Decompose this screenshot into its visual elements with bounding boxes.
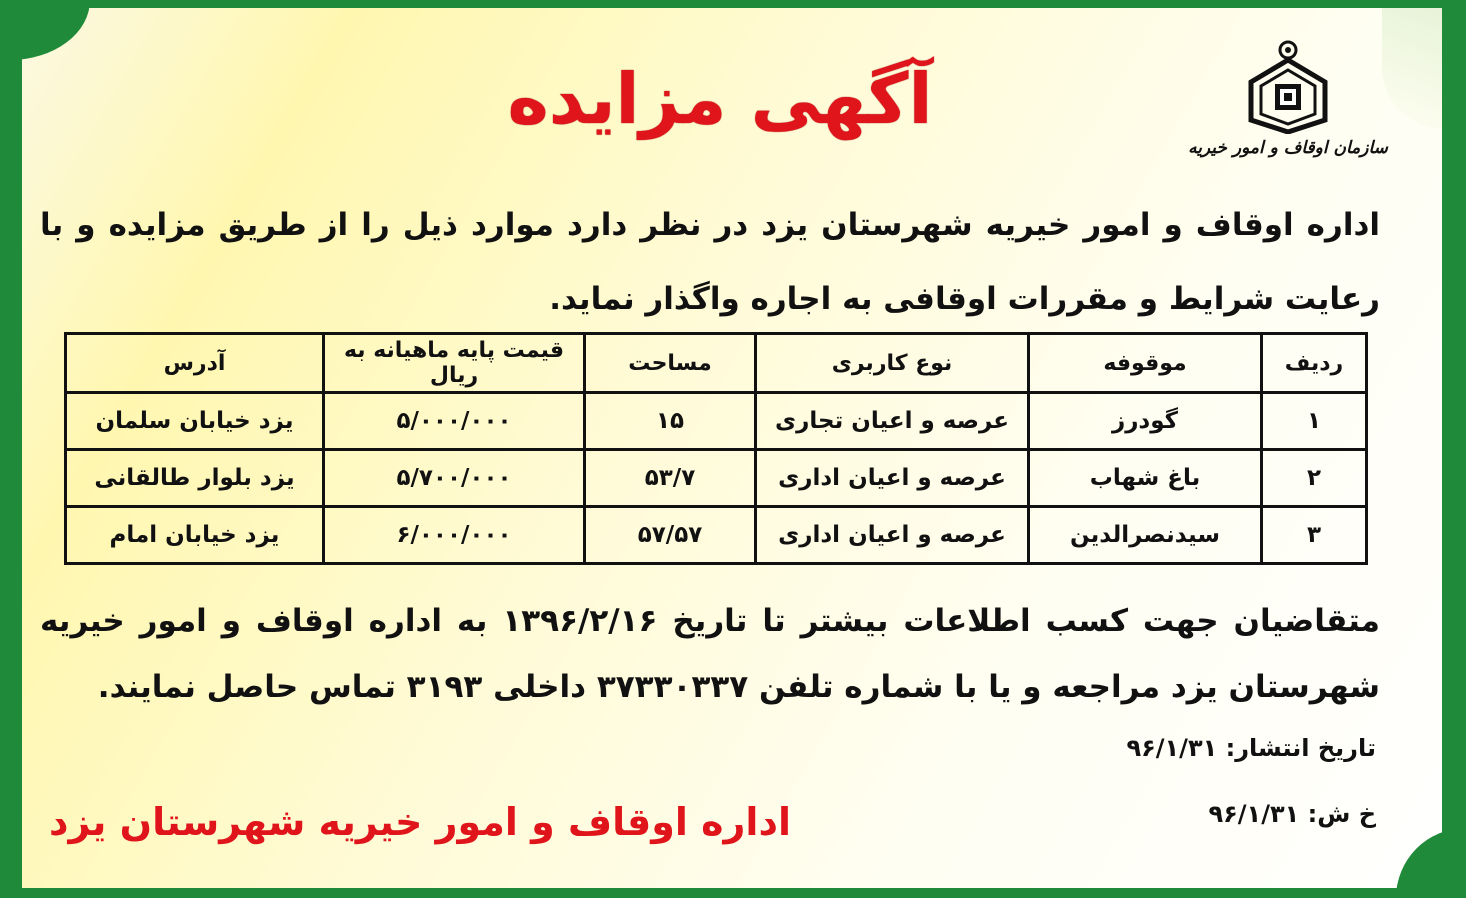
frame-corner-decoration <box>1396 828 1466 898</box>
cell-base-price: ۵/۰۰۰/۰۰۰ <box>324 393 585 450</box>
cell-row-number: ۱ <box>1262 393 1367 450</box>
cell-endowment: سیدنصرالدین <box>1029 507 1262 564</box>
cell-address: یزد خیابان امام <box>66 507 324 564</box>
cell-usage-type: عرصه و اعیان اداری <box>756 450 1029 507</box>
cell-address: یزد خیابان سلمان <box>66 393 324 450</box>
cell-area: ۱۵ <box>585 393 756 450</box>
khash-code: خ ش: ۹۶/۱/۳۱ <box>1208 800 1376 828</box>
frame-corner-decoration <box>0 0 90 60</box>
cell-endowment: گودرز <box>1029 393 1262 450</box>
table-row <box>66 450 1367 507</box>
org-logo-text: سازمان اوقاف و امور خیریه <box>1188 138 1388 158</box>
frame-bottom <box>0 888 1466 898</box>
cell-usage-type: عرصه و اعیان اداری <box>756 507 1029 564</box>
cell-endowment: باغ شهاب <box>1029 450 1262 507</box>
cell-area: ۵۷/۵۷ <box>585 507 756 564</box>
cell-base-price: ۶/۰۰۰/۰۰۰ <box>324 507 585 564</box>
endowment-emblem-icon <box>1243 38 1333 134</box>
header-address: آدرس <box>66 334 324 393</box>
cell-address: یزد بلوار طالقانی <box>66 450 324 507</box>
contact-paragraph: متقاضیان جهت کسب اطلاعات بیشتر تا تاریخ ۱۳۹۶/۲/۱۶ به اداره اوقاف و امور خیریه شهرستان یزد مراجعه و یا با شماره تلفن ۳۷۳۳۰۳۳۷ داخلی ۳۱۹۳ تماس حاصل نمایند. <box>40 603 1380 705</box>
cell-row-number: ۲ <box>1262 450 1367 507</box>
signature: اداره اوقاف و امور خیریه شهرستان یزد <box>49 800 791 844</box>
table-row <box>66 393 1367 450</box>
publish-date: تاریخ انتشار: ۹۶/۱/۳۱ <box>1126 734 1376 762</box>
cell-row-number: ۳ <box>1262 507 1367 564</box>
cell-usage-type: عرصه و اعیان تجاری <box>756 393 1029 450</box>
table-header-row <box>66 334 1367 393</box>
header-area: مساحت <box>585 334 756 393</box>
frame-right <box>1442 0 1466 898</box>
org-logo <box>1188 38 1388 188</box>
header-row-number: ردیف <box>1262 334 1367 393</box>
frame-top <box>0 0 1466 8</box>
header-base-price: قیمت پایه ماهیانه به ریال <box>324 334 585 393</box>
page-curl-decoration <box>1382 8 1442 128</box>
table-row <box>66 507 1367 564</box>
cell-area: ۵۳/۷ <box>585 450 756 507</box>
header-usage-type: نوع کاربری <box>756 334 1029 393</box>
auction-table <box>64 332 1368 565</box>
frame-left <box>0 0 22 898</box>
page-title: آگهی مزایده <box>507 58 933 140</box>
intro-paragraph: اداره اوقاف و امور خیریه شهرستان یزد در نظر دارد موارد ذیل را از طریق مزایده و با رعایت شرایط و مقررات اوقافی به اجاره واگذار نماید. <box>40 207 1380 317</box>
header-endowment: موقوفه <box>1029 334 1262 393</box>
cell-base-price: ۵/۷۰۰/۰۰۰ <box>324 450 585 507</box>
